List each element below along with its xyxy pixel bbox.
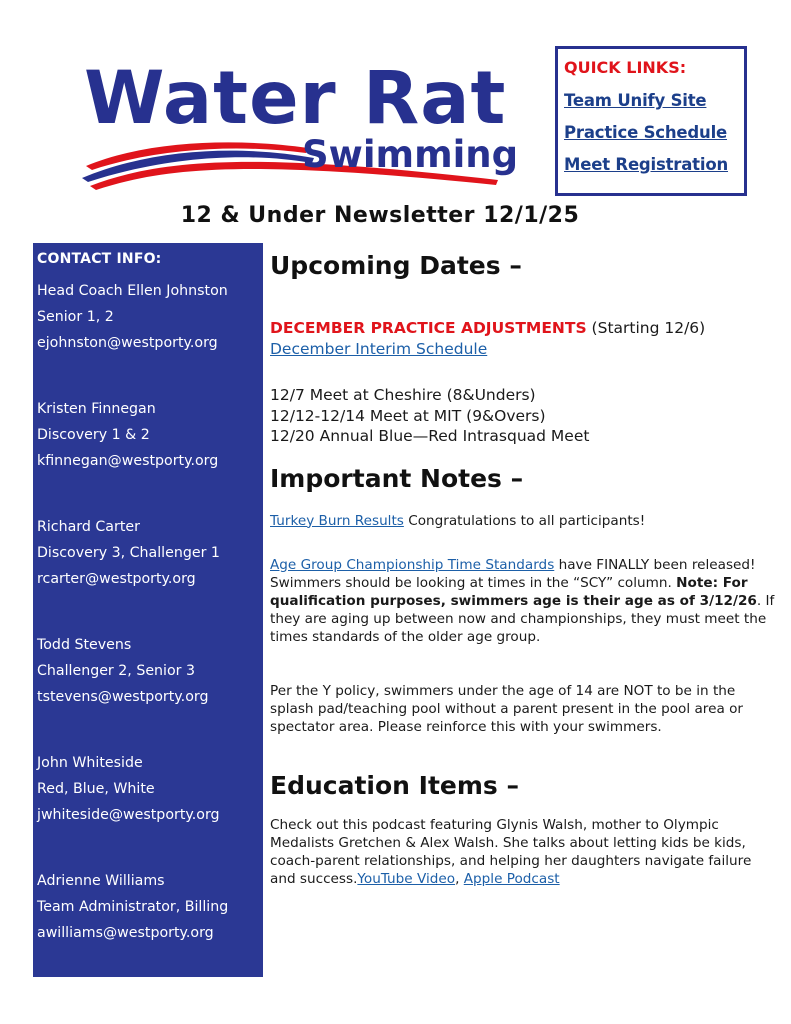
contact-email[interactable]: ejohnston@westporty.org (37, 335, 218, 351)
contact-email[interactable]: rcarter@westporty.org (37, 571, 196, 587)
contact-name: John Whiteside (37, 755, 143, 771)
turkey-burn-link[interactable]: Turkey Burn Results (270, 512, 404, 529)
dates-list (270, 385, 775, 447)
newsletter-title: 12 & Under Newsletter 12/1/25 (180, 203, 580, 228)
contact-entry (37, 396, 263, 474)
practice-schedule-link[interactable]: Practice Schedule (564, 123, 728, 142)
quick-links-title: QUICK LINKS: (564, 58, 687, 77)
contact-email[interactable]: tstevens@westporty.org (37, 689, 209, 705)
main-content (270, 250, 775, 888)
apple-podcast-link[interactable]: Apple Podcast (463, 870, 560, 887)
date-item: 12/7 Meet at Cheshire (8&Unders) (270, 386, 536, 404)
contact-heading: CONTACT INFO: (37, 251, 162, 267)
logo-title: Water Rat (84, 56, 507, 141)
adjustments-title: DECEMBER PRACTICE ADJUSTMENTS (270, 319, 587, 337)
podcast-text: Check out this podcast featuring Glynis Walsh, mother to Olympic Medalists Gretchen & Alex Walsh. She talks about letting kids be kids, coach-parent relationships, and helping her daughters navigate failure and success. (270, 816, 752, 887)
contact-role: Challenger 2, Senior 3 (37, 663, 196, 679)
age-group-note (270, 556, 775, 646)
quick-links-box (555, 46, 747, 196)
y-policy-note: Per the Y policy, swimmers under the age of 14 are NOT to be in the splash pad/teaching pool without a parent present in the pool area or spectator area. Please reinforce this with your swimmers. (270, 682, 744, 735)
adjustments-suffix: (Starting 12/6) (586, 319, 706, 337)
contact-name: Richard Carter (37, 519, 140, 535)
education-items-heading: Education Items – (270, 770, 519, 800)
podcast-note (270, 816, 775, 888)
contact-name: Todd Stevens (37, 637, 132, 653)
turkey-burn-note (270, 512, 775, 530)
time-standards-link[interactable]: Age Group Championship Time Standards (270, 556, 555, 573)
contact-entry (37, 278, 263, 356)
contact-name: Adrienne Williams (37, 873, 165, 889)
contact-role: Discovery 3, Challenger 1 (37, 545, 220, 561)
link-separator: , (455, 870, 464, 887)
age-group-bold-note: Note: For qualification purposes, swimmers age is their age as of 3/12/26 (270, 574, 757, 609)
youtube-video-link[interactable]: YouTube Video (357, 870, 456, 887)
contact-sidebar (33, 243, 263, 977)
meet-registration-link[interactable]: Meet Registration (564, 155, 729, 174)
date-item: 12/12-12/14 Meet at MIT (9&Overs) (270, 406, 546, 425)
contact-entry (37, 750, 263, 828)
contact-role: Discovery 1 & 2 (37, 427, 150, 443)
contact-name: Kristen Finnegan (37, 401, 156, 417)
contact-role: Red, Blue, White (37, 781, 155, 797)
contact-role: Senior 1, 2 (37, 309, 114, 325)
water-rat-logo (78, 56, 519, 190)
contact-role: Team Administrator, Billing (37, 899, 229, 915)
age-group-tail: . If they are aging up between now and championships, they must meet the times standards of the older age group. (270, 592, 775, 645)
contact-email[interactable]: kfinnegan@westporty.org (37, 453, 219, 469)
interim-schedule-link[interactable]: December Interim Schedule (270, 339, 488, 358)
important-notes-heading: Important Notes – (270, 463, 524, 493)
practice-adjustments (270, 318, 775, 359)
contact-entry (37, 632, 263, 710)
contact-email[interactable]: jwhiteside@westporty.org (37, 807, 220, 823)
contact-email[interactable]: awilliams@westporty.org (37, 925, 214, 941)
date-item: 12/20 Annual Blue—Red Intrasquad Meet (270, 427, 590, 445)
team-unify-link[interactable]: Team Unify Site (564, 91, 707, 110)
age-group-text: have FINALLY been released! Swimmers should be looking at times in the “SCY” column. (270, 556, 756, 591)
contact-name: Head Coach Ellen Johnston (37, 283, 228, 299)
upcoming-dates-heading: Upcoming Dates – (270, 251, 522, 280)
turkey-burn-text: Congratulations to all participants! (403, 512, 646, 529)
contact-entry (37, 868, 263, 946)
contact-entry (37, 514, 263, 592)
logo-subtitle: Swimming (302, 133, 519, 176)
